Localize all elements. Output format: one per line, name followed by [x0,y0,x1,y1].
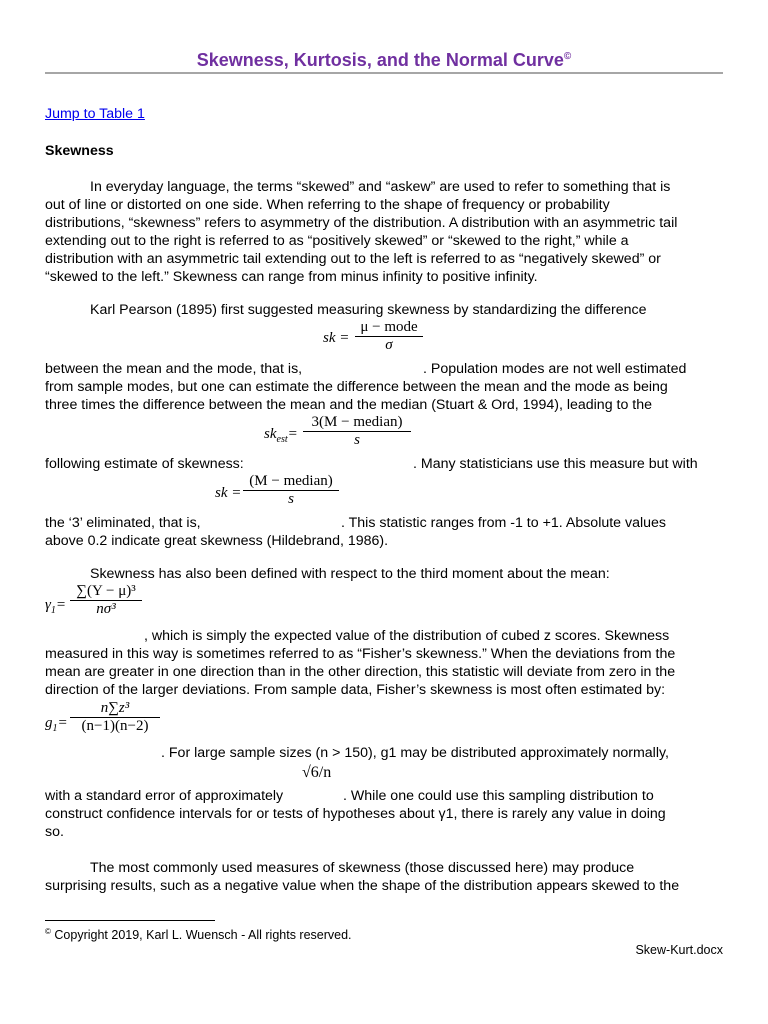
formula-skest-fraction [303,414,411,449]
para2-line: above 0.2 indicate great skewness (Hildebrand, 1986). [45,533,389,549]
jump-to-table-link[interactable]: Jump to Table 1 [45,106,145,122]
formula-standard-error: √6/n [302,764,332,781]
para1-line: In everyday language, the terms “skewed” and “askew” are used to refer to something that is [90,179,671,195]
footnote-rule [45,920,215,921]
para2-line: . This statistic ranges from -1 to +1. Absolute values [341,515,667,531]
formula-sk2-lhs: sk = [215,485,242,501]
title-rule [45,72,723,74]
para3-line: Skewness has also been defined with respect to the third moment about the mean: [90,566,610,582]
para4-line: surprising results, such as a negative value when the shape of the distribution appears skewed to the [45,878,680,894]
formula-sk-lhs: sk = [323,330,350,346]
para2-line: . Many statisticians use this measure but with [413,456,698,472]
para3-line: construct confidence intervals for or tests of hypotheses about γ1, there is rarely any value in doing [45,806,666,822]
footnote [45,927,352,942]
para3-line: measured in this way is sometimes referred to as “Fisher’s skewness.” When the deviations from the [45,646,676,662]
title-text: Skewness, Kurtosis, and the Normal Curve [196,50,564,70]
formula-gamma-equals: = [55,597,67,613]
formula-sk2-denominator: s [243,490,339,508]
para3-line: so. [45,824,64,840]
para2-line: between the mean and the mode, that is, [45,361,303,377]
para3-line: , which is simply the expected value of the distribution of cubed z scores. Skewness [144,628,670,644]
formula-skest-subscript: est [276,434,288,445]
formula-skest-equals: = [287,426,298,442]
formula-skest-lhs [264,426,298,445]
footnote-text: Copyright 2019, Karl L. Wuensch - All rights reserved. [54,928,352,943]
formula-gamma-symbol: γ [45,597,51,613]
formula-g1-lhs [45,715,68,734]
footnote-mark: © [45,927,51,936]
formula-gamma-lhs [45,597,66,616]
para2-line: the ‘3’ eliminated, that is, [45,515,201,531]
document-filename: Skew-Kurt.docx [635,943,723,957]
section-heading: Skewness [45,143,114,159]
formula-sk-denominator: σ [355,336,423,354]
formula-skest-denominator: s [303,431,411,449]
formula-g1-fraction [70,700,160,735]
para2-line: Karl Pearson (1895) first suggested measuring skewness by standardizing the difference [90,302,647,318]
para1-line: “skewed to the left.” Skewness can range from minus infinity to positive infinity. [45,269,538,285]
para3-line: with a standard error of approximately [45,788,284,804]
para2-line: . Population modes are not well estimated [423,361,687,377]
formula-gamma-fraction [70,583,142,618]
formula-sk2-numerator: (M − median) [249,473,333,489]
formula-g1-numerator: n∑z³ [100,700,130,716]
para3-line: . For large sample sizes (n > 150), g1 may be distributed approximately normally, [161,745,669,761]
para2-line: three times the difference between the mean and the median (Stuart & Ord, 1994), leading to the [45,397,653,413]
para2-line: following estimate of skewness: [45,456,244,472]
formula-sk-numerator: μ − mode [360,319,418,335]
formula-skest-symbol: sk [264,426,277,442]
formula-sk2-fraction [243,473,339,508]
para3-line: direction of the larger deviations. From sample data, Fisher’s skewness is most often estimated by: [45,682,666,698]
copyright-mark: © [563,51,572,62]
formula-gamma-subscript: 1 [50,605,56,616]
page-title [0,50,768,71]
formula-sk-fraction [355,319,423,354]
para1-line: extending out to the right is referred to as “positively skewed” or “skewed to the right,” while a [45,233,629,249]
para1-line: distribution with an asymmetric tail extending out to the left is referred to as “negatively skewed” or [45,251,661,267]
formula-gamma-denominator: nσ³ [70,600,142,618]
formula-g1-symbol: g [45,715,53,731]
para3-line: . While one could use this sampling distribution to [343,788,654,804]
formula-gamma-numerator: ∑(Y − μ)³ [76,583,136,599]
para2-line: from sample modes, but one can estimate the difference between the mean and the mode as being [45,379,668,395]
formula-g1-subscript: 1 [52,723,58,734]
para4-line: The most commonly used measures of skewness (those discussed here) may produce [90,860,635,876]
formula-g1-denominator: (n−1)(n−2) [70,717,160,735]
formula-skest-numerator: 3(M − median) [311,414,403,430]
para1-line: out of line or distorted on one side. When referring to the shape of frequency or probability [45,197,610,213]
para3-line: mean are greater in one direction than in the other direction, this statistic will deviate from zero in the [45,664,676,680]
formula-g1-equals: = [57,715,68,731]
para1-line: distributions, “skewness” refers to asymmetry of the distribution. A distribution with an asymmetric tail [45,215,678,231]
